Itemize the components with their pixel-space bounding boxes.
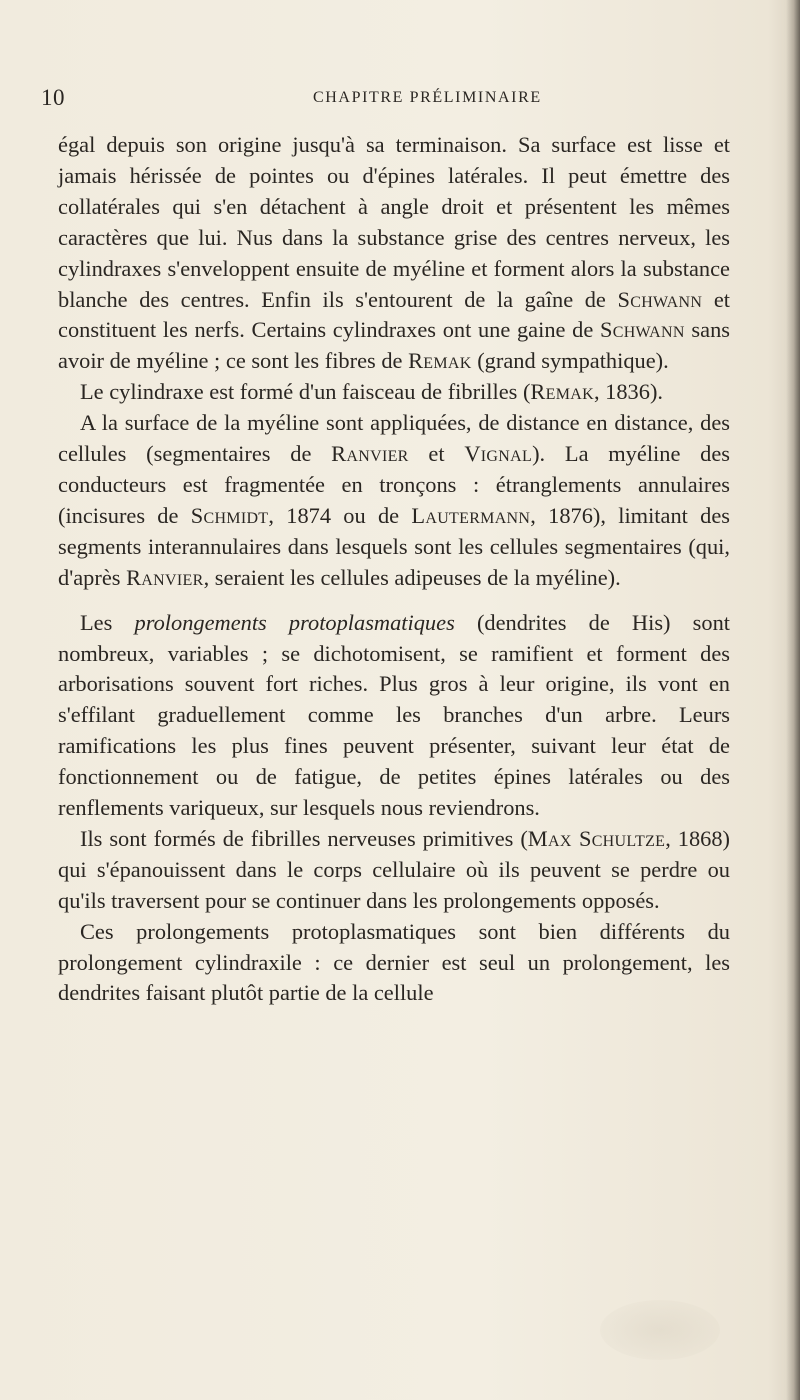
- paragraph: [58, 608, 730, 824]
- text-run: (dendrites de His) sont nombreux, variables ; se dichotomisent, se ramifient et forment des arborisations souvent fort riches. Plus gros à leur origine, ils vont en s'effilant graduellement comme les branches d'un arbre. Leurs ramifications les plus fines peuvent présenter, suivant leur état de fonctionnement ou de fatigue, de petites épines latérales ou des renflements variqueux, sur lesquels nous reviendrons.: [58, 609, 730, 821]
- text-run: A la surface de la myéline sont appliquées, de distance en distance, des cellules (segmentaires de: [58, 410, 730, 467]
- paragraph: [58, 130, 730, 377]
- text-run: et: [408, 441, 465, 467]
- text-run: ). La myéline des conducteurs est fragmentée en tronçons : étranglements annulaires (incisures de: [58, 441, 731, 528]
- text-run: , 1876), limitant des segments interannulaires dans lesquels sont les cellules segmentaires (qui, d'après: [58, 502, 730, 590]
- text-run: Le cylindraxe est formé d'un faisceau de fibrilles (: [80, 379, 531, 405]
- author-name: Schmidt: [190, 502, 269, 528]
- paragraph: [58, 408, 730, 593]
- author-name: Remak: [530, 379, 594, 405]
- text-run: (grand sympathique).: [471, 348, 669, 374]
- running-head: CHAPITRE PRÉLIMINAIRE: [313, 89, 542, 106]
- text-run: , 1868) qui s'épanouissent dans le corps cellulaire où ils peuvent se perdre ou qu'ils traversent pour se continuer dans les prolongements opposés.: [58, 825, 730, 913]
- author-name: Remak: [408, 348, 472, 374]
- text-run: et constituent les nerfs. Certains cylindraxes ont une gaine de: [58, 286, 730, 343]
- text-run: sans avoir de myéline ; ce sont les fibres de: [58, 317, 730, 374]
- author-name: Schwann: [617, 286, 703, 312]
- text-run: Ils sont formés de fibrilles nerveuses primitives (: [80, 825, 528, 851]
- author-name: Ranvier: [331, 441, 409, 467]
- page-header: [0, 85, 800, 115]
- text-run: , 1836).: [593, 379, 663, 405]
- text-run: , seraient les cellules adipeuses de la myéline).: [203, 564, 621, 590]
- body-text: [58, 130, 730, 1009]
- paragraph: [58, 824, 730, 917]
- author-name: Lautermann: [411, 502, 531, 528]
- paper-stain: [600, 1300, 720, 1360]
- text-run: , 1874 ou de: [268, 502, 412, 528]
- author-name: Max Schultze: [527, 825, 666, 851]
- paragraph: [58, 917, 730, 1010]
- page-number: 10: [41, 85, 65, 110]
- author-name: Ranvier: [126, 564, 204, 590]
- text-run: Les: [80, 609, 135, 635]
- text-run: Ces prolongements protoplasmatiques sont bien différents du prolongement cylindraxile : ce dernier est seul un prolongement, les dendrites faisant plutôt partie de la cellule: [58, 918, 730, 1006]
- author-name: Schwann: [599, 317, 685, 343]
- page-edge-shadow: [786, 0, 800, 1400]
- emphasis-term: prolongements protoplasmatiques: [134, 609, 455, 635]
- author-name: Vignal: [464, 441, 533, 467]
- paragraph-gap: [58, 594, 730, 608]
- text-run: égal depuis son origine jusqu'à sa terminaison. Sa surface est lisse et jamais hérissée de pointes ou d'épines latérales. Il peut émettre des collatérales qui s'en détachent à angle droit et présentent les mêmes caractères que lui. Nus dans la substance grise des centres nerveux, les cylindraxes s'enveloppent ensuite de myéline et forment alors la substance blanche des centres. Enfin ils s'entourent de la gaîne de: [58, 132, 730, 312]
- paragraph: [58, 377, 730, 408]
